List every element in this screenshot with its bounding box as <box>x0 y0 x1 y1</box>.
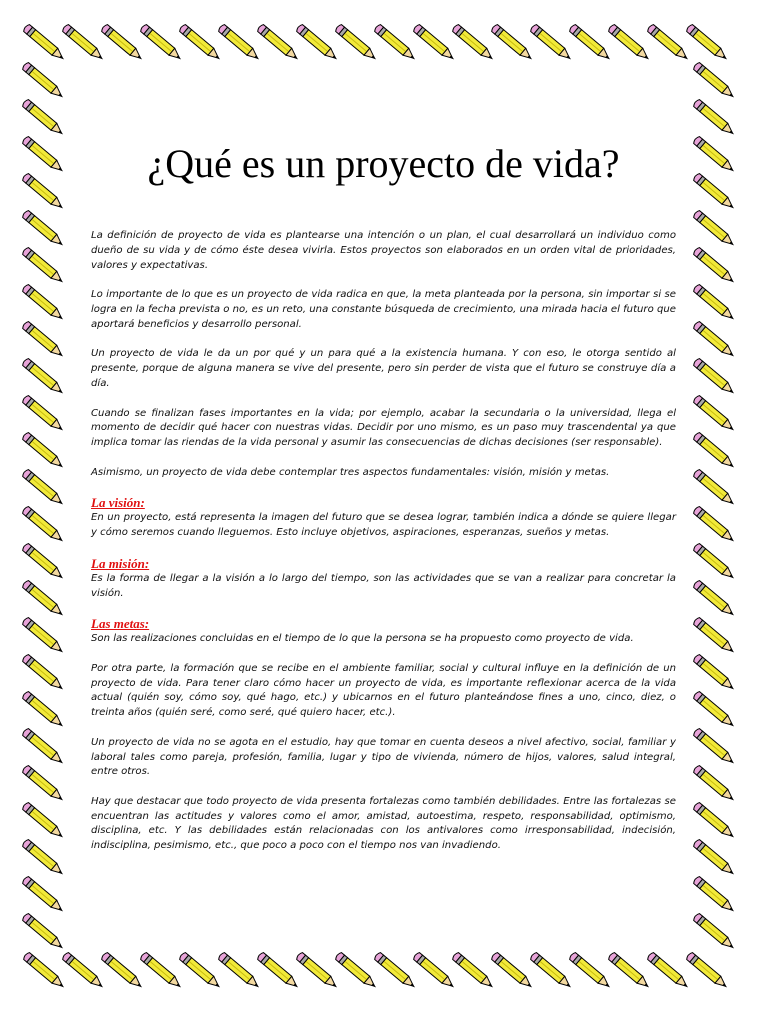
pencil-icon <box>693 136 737 175</box>
pencil-icon <box>22 247 66 286</box>
paragraph: Por otra parte, la formación que se recibe en el ambiente familiar, social y cultural influye en la definición de un proyecto de vida. Para tener claro cómo hacer un proyecto de vida, es importante reflexionar acerca de la vida actual (quién soy, cómo soy, qué hago, etc.) y ubicarnos en el futuro planteándose fines a uno, cinco, diez, o treinta años (quién seré, como seré, qué quiero hacer, etc.). <box>91 662 676 719</box>
pencil-icon <box>22 765 66 804</box>
pencil-icon <box>101 24 145 63</box>
section-heading-mission: La misión: <box>91 555 150 571</box>
pencil-icon <box>335 24 379 63</box>
pencil-icon <box>491 24 535 63</box>
pencil-icon <box>22 876 66 915</box>
pencil-icon <box>647 952 691 991</box>
pencil-icon <box>693 654 737 693</box>
pencil-icon <box>693 284 737 323</box>
pencil-icon <box>22 395 66 434</box>
pencil-icon <box>693 432 737 471</box>
pencil-icon <box>693 580 737 619</box>
pencil-icon <box>22 543 66 582</box>
pencil-icon <box>374 24 418 63</box>
paragraph: Asimismo, un proyecto de vida debe contemplar tres aspectos fundamentales: visión, misión y metas. <box>91 466 610 478</box>
pencil-icon <box>608 952 652 991</box>
pencil-icon <box>693 173 737 212</box>
pencil-icon <box>335 952 379 991</box>
pencil-icon <box>693 765 737 804</box>
document-page <box>91 140 676 869</box>
pencil-icon <box>686 24 730 63</box>
pencil-icon <box>22 617 66 656</box>
pencil-icon <box>22 839 66 878</box>
pencil-icon <box>218 24 262 63</box>
pencil-icon <box>491 952 535 991</box>
section-heading-vision: La visión: <box>91 495 145 511</box>
pencil-icon <box>693 62 737 101</box>
pencil-icon <box>530 952 574 991</box>
pencil-icon <box>693 839 737 878</box>
pencil-icon <box>140 24 184 63</box>
pencil-icon <box>693 321 737 360</box>
pencil-icon <box>693 728 737 767</box>
pencil-icon <box>374 952 418 991</box>
pencil-icon <box>22 358 66 397</box>
pencil-icon <box>22 99 66 138</box>
paragraph: Hay que destacar que todo proyecto de vida presenta fortalezas como también debilidades. Entre las fortalezas se encuentran las actitudes y valores como el amor, amistad, autoestima, respeto, responsabilidad, optimismo, disciplina, etc. Y las debilidades están relacionadas con los antivalores como irresponsabilidad, indecisión, indisciplina, pesimismo, etc., que poco a poco con el tiempo nos van invadiendo. <box>91 795 676 852</box>
goals-section <box>91 616 676 647</box>
paragraph: La definición de proyecto de vida es plantearse una intención o un plan, el cual desarrollará un individuo como dueño de su vida y de cómo éste desea vivirla. Estos proyectos son elaborados en un orden vital de prioridades, valores y expectativas. <box>91 230 676 271</box>
pencil-icon <box>22 62 66 101</box>
paragraph: Lo importante de lo que es un proyecto de vida radica en que, la meta planteada por la persona, sin importar si se logra en la fecha prevista o no, es un reto, una constante búsqueda de crecimiento, una mirada hacia el futuro que aportará beneficios y desarrollo personal. <box>91 289 676 330</box>
pencil-icon <box>693 543 737 582</box>
pencil-icon <box>23 952 67 991</box>
pencil-icon <box>530 24 574 63</box>
pencil-icon <box>257 952 301 991</box>
pencil-icon <box>62 952 106 991</box>
section-text-mission: Es la forma de llegar a la visión a lo largo del tiempo, son las actividades que se van a realizar para concretar la visión. <box>91 572 676 599</box>
pencil-icon <box>296 24 340 63</box>
pencil-icon <box>693 617 737 656</box>
pencil-icon <box>101 952 145 991</box>
pencil-icon <box>452 952 496 991</box>
pencil-icon <box>62 24 106 63</box>
pencil-icon <box>140 952 184 991</box>
pencil-icon <box>179 952 223 991</box>
paragraph: Un proyecto de vida no se agota en el estudio, hay que tomar en cuenta deseos a nivel afectivo, social, familiar y laboral tales como pareja, profesión, familia, lugar y tipo de vivienda, número de hijos, valores, salud integral, entre otros. <box>91 736 676 778</box>
pencil-icon <box>22 506 66 545</box>
pencil-icon <box>693 247 737 286</box>
pencil-icon <box>693 506 737 545</box>
pencil-icon <box>693 913 737 952</box>
intro-section <box>91 229 676 481</box>
pencil-icon <box>647 24 691 63</box>
pencil-icon <box>693 99 737 138</box>
pencil-icon <box>22 728 66 767</box>
pencil-icon <box>22 321 66 360</box>
pencil-icon <box>686 952 730 991</box>
pencil-icon <box>693 395 737 434</box>
pencil-icon <box>693 876 737 915</box>
pencil-icon <box>296 952 340 991</box>
paragraph: Un proyecto de vida le da un por qué y un para qué a la existencia humana. Y con eso, le otorga sentido al presente, porque de alguna manera se vive del presente, pero sin perder de vista que el futuro se construye día a día. <box>91 348 676 389</box>
pencil-icon <box>608 24 652 63</box>
paragraph: Cuando se finalizan fases importantes en la vida; por ejemplo, acabar la secundaria o la universidad, llega el momento de decidir qué hacer con nuestras vidas. Decidir por uno mismo, es un paso muy trascendental ya que implica tomar las riendas de la vida personal y asumir las consecuencias de dichas decisiones (ser responsable). <box>91 407 676 449</box>
page-title: ¿Qué es un proyecto de vida? <box>147 141 620 186</box>
pencil-icon <box>22 432 66 471</box>
pencil-icon <box>22 654 66 693</box>
vision-section <box>91 495 676 541</box>
pencil-icon <box>693 802 737 841</box>
pencil-icon <box>22 691 66 730</box>
pencil-icon <box>179 24 223 63</box>
pencil-icon <box>693 691 737 730</box>
pencil-icon <box>413 24 457 63</box>
pencil-icon <box>569 24 613 63</box>
pencil-icon <box>22 136 66 175</box>
pencil-icon <box>22 173 66 212</box>
mission-section <box>91 556 676 602</box>
pencil-icon <box>452 24 496 63</box>
pencil-icon <box>413 952 457 991</box>
pencil-icon <box>693 210 737 249</box>
pencil-icon <box>693 358 737 397</box>
section-heading-goals: Las metas: <box>91 616 150 632</box>
pencil-icon <box>22 210 66 249</box>
pencil-icon <box>218 952 262 991</box>
pencil-icon <box>257 24 301 63</box>
closing-section <box>91 662 676 854</box>
section-text-vision: En un proyecto, está representa la imagen del futuro que se desea lograr, también indica a dónde se quiere llegar y cómo seremos cuando lleguemos. Esto incluye objetivos, aspiraciones, esperanzas, sueños y metas. <box>91 512 676 539</box>
pencil-icon <box>569 952 613 991</box>
pencil-icon <box>23 24 67 63</box>
pencil-icon <box>22 802 66 841</box>
pencil-icon <box>22 913 66 952</box>
pencil-icon <box>22 469 66 508</box>
section-text-goals: Son las realizaciones concluidas en el tiempo de lo que la persona se ha propuesto como proyecto de vida. <box>91 633 634 645</box>
pencil-icon <box>693 469 737 508</box>
pencil-icon <box>22 284 66 323</box>
pencil-icon <box>22 580 66 619</box>
